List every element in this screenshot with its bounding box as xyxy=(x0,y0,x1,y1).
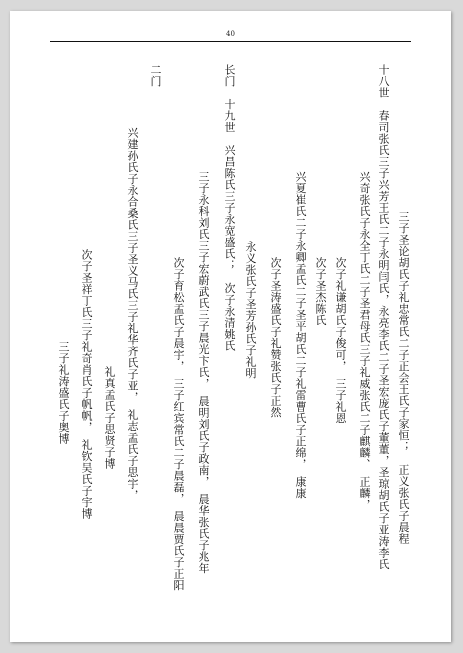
text-column-10: 三子永科刘氏三子宏蔚武氏三子晨光卞氏， 晨明刘氏子政南， 晨华张氏子兆年 xyxy=(197,171,210,574)
text-column-8: 永义张氏子圣芳孙氏子礼明 xyxy=(244,241,257,379)
text-column-1: 三子圣论胡氏子礼忠常氏二子正会王氏子家恒； 正义张氏子晨程 xyxy=(397,211,410,545)
text-column-3: 兴奇张氏子永全丁氏二子圣君母氏三子礼威张氏二子麒麟、 正麟， xyxy=(358,171,371,511)
text-column-4: 次子礼谦胡氏子俊可， 三子礼恩 xyxy=(334,257,347,424)
text-column-14: 礼真孟氏子思贤子博 xyxy=(103,366,116,470)
text-column-16: 三子礼涛盛氏子奥博 xyxy=(57,341,70,445)
text-column-12: 二门 xyxy=(149,64,162,87)
text-column-11: 次子育松孟氏子晨宇， 三子红宾常氏二子晨磊， 晨晨贾氏子正阳 xyxy=(172,257,185,591)
text-column-7: 次子圣涛盛氏子礼赞张氏子正然 xyxy=(269,257,282,418)
text-column-5: 次子圣杰陈氏 xyxy=(314,257,327,326)
text-column-6: 兴夏崔氏二子永卿孟氏二子圣平胡氏二子礼雷曹氏子正绵， 康康 xyxy=(294,171,307,499)
text-column-13: 兴建孙氏子永合桑氏三子圣义马氏三子礼华齐氏子亚， 礼志孟氏子思宇， xyxy=(126,127,139,501)
header-rule xyxy=(50,41,411,42)
document-page xyxy=(10,11,451,642)
page-number: 40 xyxy=(226,30,235,38)
text-column-9: 长门 十九世 兴昌陈氏三子永宽盛氏； 次子永清姚氏 xyxy=(223,64,236,352)
text-column-2: 十八世 春司张氏三子兴芳王氏二子永明闫氏，永亮李氏二子圣宏庞氏子董董，圣琼胡氏子亚涛李氏 xyxy=(377,64,390,570)
text-column-15: 次子圣祥丁氏三子礼奇肖氏子帆帆， 礼钦吴氏子宇博 xyxy=(80,249,93,520)
